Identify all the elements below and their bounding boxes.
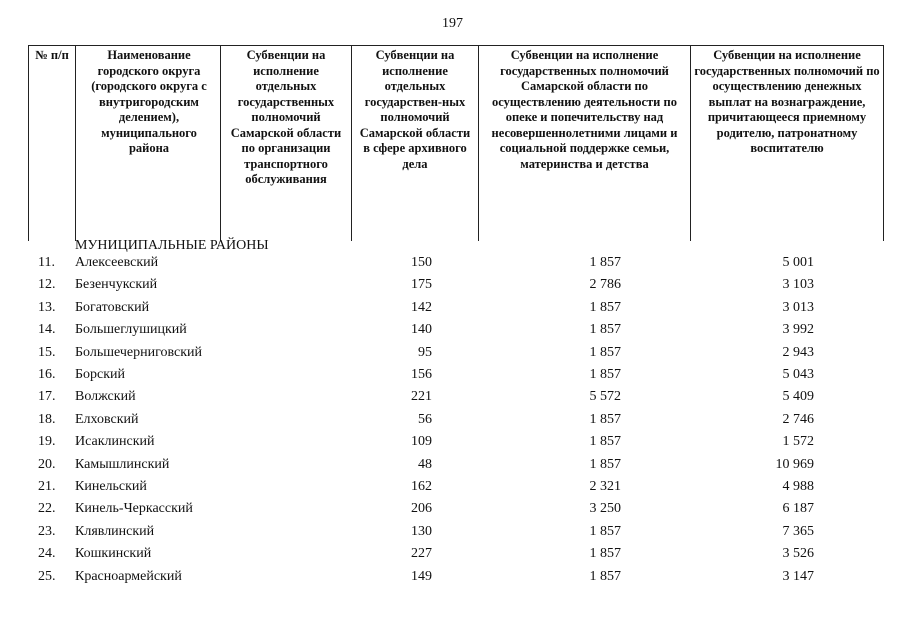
row-name: Безенчукский: [75, 277, 158, 293]
table-row: [0, 476, 905, 498]
table-row: [0, 252, 905, 274]
row-guardianship-value: 2 321: [589, 479, 621, 494]
row-transport-value: 149: [411, 568, 432, 584]
row-transport-value: 140: [411, 322, 432, 338]
row-foster-value: 3 147: [782, 568, 814, 584]
row-number: 13.: [38, 299, 56, 315]
row-transport-value: 95: [418, 344, 432, 360]
row-transport-value: 206: [411, 501, 432, 517]
row-name: Камышлинский: [75, 456, 170, 472]
row-name: Красноармейский: [75, 568, 182, 584]
section-title: МУНИЦИПАЛЬНЫЕ РАЙОНЫ: [75, 238, 269, 253]
row-guardianship-value: 1 857: [589, 434, 621, 450]
table-row: [0, 274, 905, 296]
row-name: Большечерниговский: [75, 344, 203, 360]
row-number: 24.: [38, 546, 56, 562]
row-foster-value: 5 001: [782, 255, 814, 270]
table-row: [0, 521, 905, 543]
row-transport-value: 221: [411, 389, 432, 405]
header-guardianship: Субвенции на исполнение государственных полномочий Самарской области по осуществлению деятельности по опеке и попечительству над несовершеннолетними лицами и социальной поддержке семьи, материнства и детства: [479, 46, 691, 241]
header-foster-payments: Субвенции на исполнение государственных полномочий по осуществлению денежных выплат на вознаграждение, причитающееся приемному родителю, патронатному воспитателю: [691, 46, 884, 241]
row-foster-value: 2 943: [782, 344, 814, 360]
table-row: [0, 566, 905, 588]
table-row: [0, 498, 905, 520]
table-row: [0, 543, 905, 565]
header-archive: Субвенции на исполнение отдельных государствен-ных полномочий Самарской области в сфере архивного дела: [352, 46, 479, 241]
row-name: Кинель-Черкасский: [75, 501, 193, 517]
row-number: 21.: [38, 479, 56, 494]
row-name: Богатовский: [75, 299, 150, 315]
row-guardianship-value: 1 857: [589, 367, 621, 382]
row-transport-value: 175: [411, 277, 432, 293]
row-transport-value: 130: [411, 523, 432, 539]
table-row: [0, 364, 905, 386]
header-number: № п/п: [29, 46, 76, 241]
row-guardianship-value: 1 857: [589, 523, 621, 539]
row-name: Кинельский: [75, 479, 147, 494]
row-number: 23.: [38, 523, 56, 539]
row-number: 12.: [38, 277, 56, 293]
row-foster-value: 5 409: [782, 389, 814, 405]
row-number: 11.: [38, 255, 55, 270]
row-name: Исаклинский: [75, 434, 155, 450]
table-row: [0, 409, 905, 431]
table-row: [0, 386, 905, 408]
table-row: [0, 454, 905, 476]
row-guardianship-value: 1 857: [589, 299, 621, 315]
row-guardianship-value: 1 857: [589, 568, 621, 584]
row-guardianship-value: 1 857: [589, 255, 621, 270]
row-number: 15.: [38, 344, 56, 360]
table-row: [0, 431, 905, 453]
row-guardianship-value: 5 572: [589, 389, 621, 405]
row-foster-value: 5 043: [782, 367, 814, 382]
row-foster-value: 10 969: [775, 456, 814, 472]
table-header: [28, 45, 884, 241]
row-name: Большеглушицкий: [75, 322, 187, 338]
row-transport-value: 227: [411, 546, 432, 562]
row-foster-value: 4 988: [782, 479, 814, 494]
row-foster-value: 3 103: [782, 277, 814, 293]
table-row: [0, 297, 905, 319]
row-guardianship-value: 1 857: [589, 411, 621, 427]
row-number: 19.: [38, 434, 56, 450]
row-guardianship-value: 1 857: [589, 546, 621, 562]
row-transport-value: 156: [411, 367, 432, 382]
row-name: Борский: [75, 367, 126, 382]
header-name: Наименование городского округа (городского округа с внутригородским делением), муниципального района: [76, 46, 221, 241]
row-number: 20.: [38, 456, 56, 472]
row-number: 17.: [38, 389, 56, 405]
row-name: Елховский: [75, 411, 139, 427]
row-foster-value: 6 187: [782, 501, 814, 517]
row-foster-value: 7 365: [782, 523, 814, 539]
row-transport-value: 162: [411, 479, 432, 494]
row-foster-value: 2 746: [782, 411, 814, 427]
row-number: 16.: [38, 367, 56, 382]
row-transport-value: 150: [411, 255, 432, 270]
table-row: [0, 319, 905, 341]
row-number: 14.: [38, 322, 56, 338]
row-guardianship-value: 3 250: [589, 501, 621, 517]
row-transport-value: 56: [418, 411, 432, 427]
row-guardianship-value: 2 786: [589, 277, 621, 293]
page-number: 197: [442, 16, 463, 31]
row-number: 25.: [38, 568, 56, 584]
row-number: 22.: [38, 501, 56, 517]
row-name: Волжский: [75, 389, 136, 405]
row-name: Алексеевский: [75, 255, 159, 270]
row-name: Кошкинский: [75, 546, 152, 562]
header-transport: Субвенции на исполнение отдельных государственных полномочий Самарской области по организации транспортного обслуживания: [221, 46, 352, 241]
row-transport-value: 109: [411, 434, 432, 450]
row-name: Клявлинский: [75, 523, 155, 539]
row-number: 18.: [38, 411, 56, 427]
row-foster-value: 3 526: [782, 546, 814, 562]
row-guardianship-value: 1 857: [589, 456, 621, 472]
table-row: [0, 342, 905, 364]
row-transport-value: 48: [418, 456, 432, 472]
row-foster-value: 1 572: [782, 434, 814, 450]
row-guardianship-value: 1 857: [589, 344, 621, 360]
row-foster-value: 3 013: [782, 299, 814, 315]
row-guardianship-value: 1 857: [589, 322, 621, 338]
row-transport-value: 142: [411, 299, 432, 315]
row-foster-value: 3 992: [782, 322, 814, 338]
